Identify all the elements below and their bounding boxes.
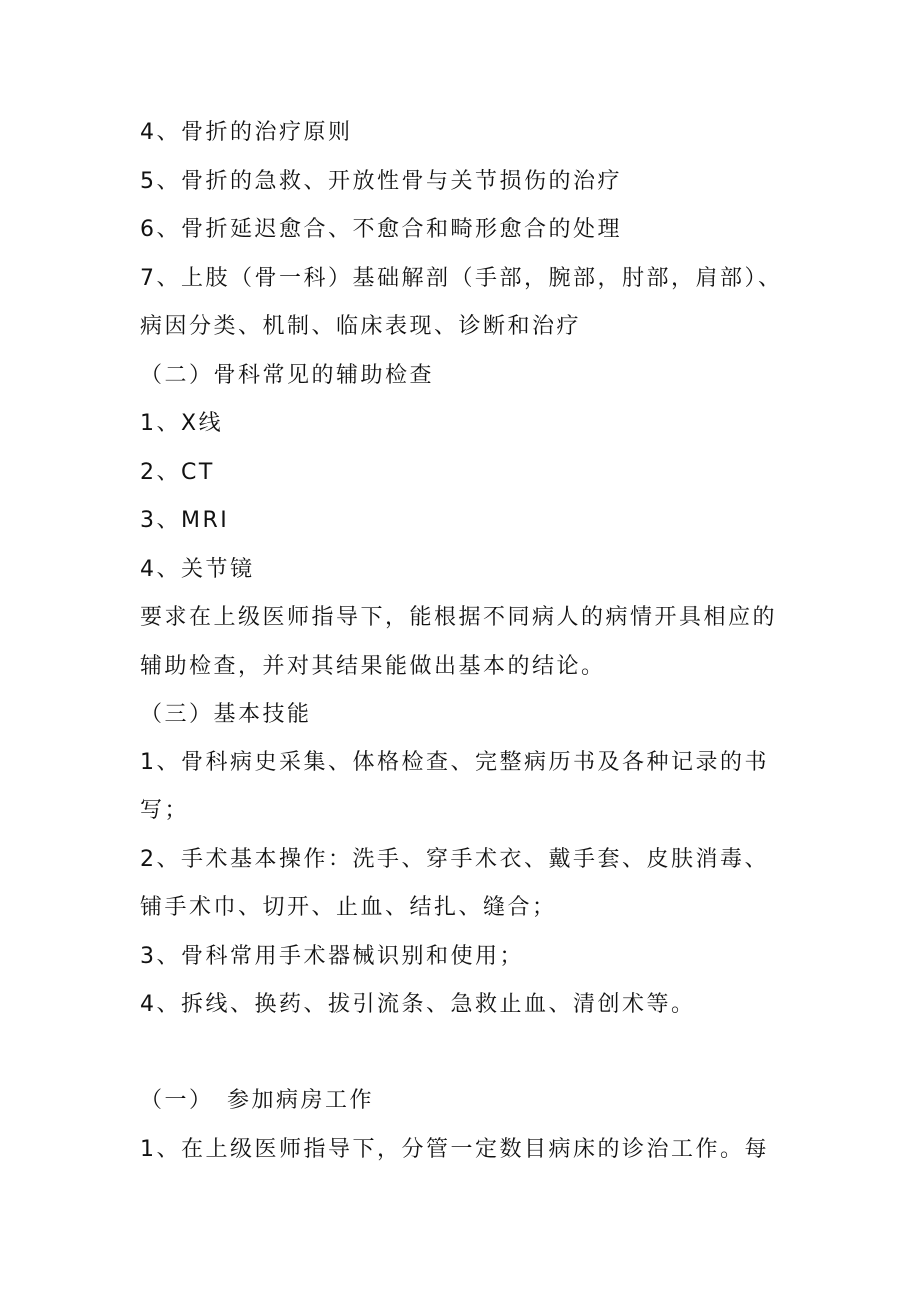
item-surgical-instruments: 3、骨科常用手术器械识别和使用； (140, 944, 524, 969)
section-heading-basic-skills: （三）基本技能 (140, 702, 312, 727)
section-heading-ward-work: （一） 参加病房工作 (140, 1088, 375, 1113)
item-fracture-first-aid: 5、骨折的急救、开放性骨与关节损伤的治疗 (140, 169, 622, 194)
item-arthroscopy: 4、关节镜 (140, 557, 255, 582)
item-fracture-treatment-principles: 4、骨折的治疗原则 (140, 120, 353, 145)
paragraph-requirement: 要求在上级医师指导下，能根据不同病人的病情开具相应的 (140, 605, 778, 630)
item-history-taking-cont: 写； (140, 798, 190, 823)
item-ward-duties: 1、在上级医师指导下，分管一定数目病床的诊治工作。每 (140, 1137, 769, 1162)
paragraph-requirement-cont: 辅助检查，并对其结果能做出基本的结论。 (140, 654, 606, 679)
item-fracture-healing-complications: 6、骨折延迟愈合、不愈合和畸形愈合的处理 (140, 217, 622, 242)
item-ct: 2、CT (140, 460, 215, 485)
item-upper-limb-anatomy: 7、上肢（骨一科）基础解剖（手部，腕部，肘部，肩部）、 (140, 266, 783, 291)
section-heading-auxiliary-exams: （二）骨科常见的辅助检查 (140, 363, 435, 388)
item-wound-care: 4、拆线、换药、拔引流条、急救止血、清创术等。 (140, 992, 696, 1017)
item-xray: 1、X线 (140, 411, 224, 436)
item-upper-limb-anatomy-cont: 病因分类、机制、临床表现、诊断和治疗 (140, 314, 582, 339)
item-surgical-basics-cont: 铺手术巾、切开、止血、结扎、缝合； (140, 895, 557, 920)
item-history-taking: 1、骨科病史采集、体格检查、完整病历书及各种记录的书 (140, 750, 769, 775)
item-mri: 3、MRI (140, 508, 230, 533)
item-surgical-basics: 2、手术基本操作：洗手、穿手术衣、戴手套、皮肤消毒、 (140, 847, 769, 872)
